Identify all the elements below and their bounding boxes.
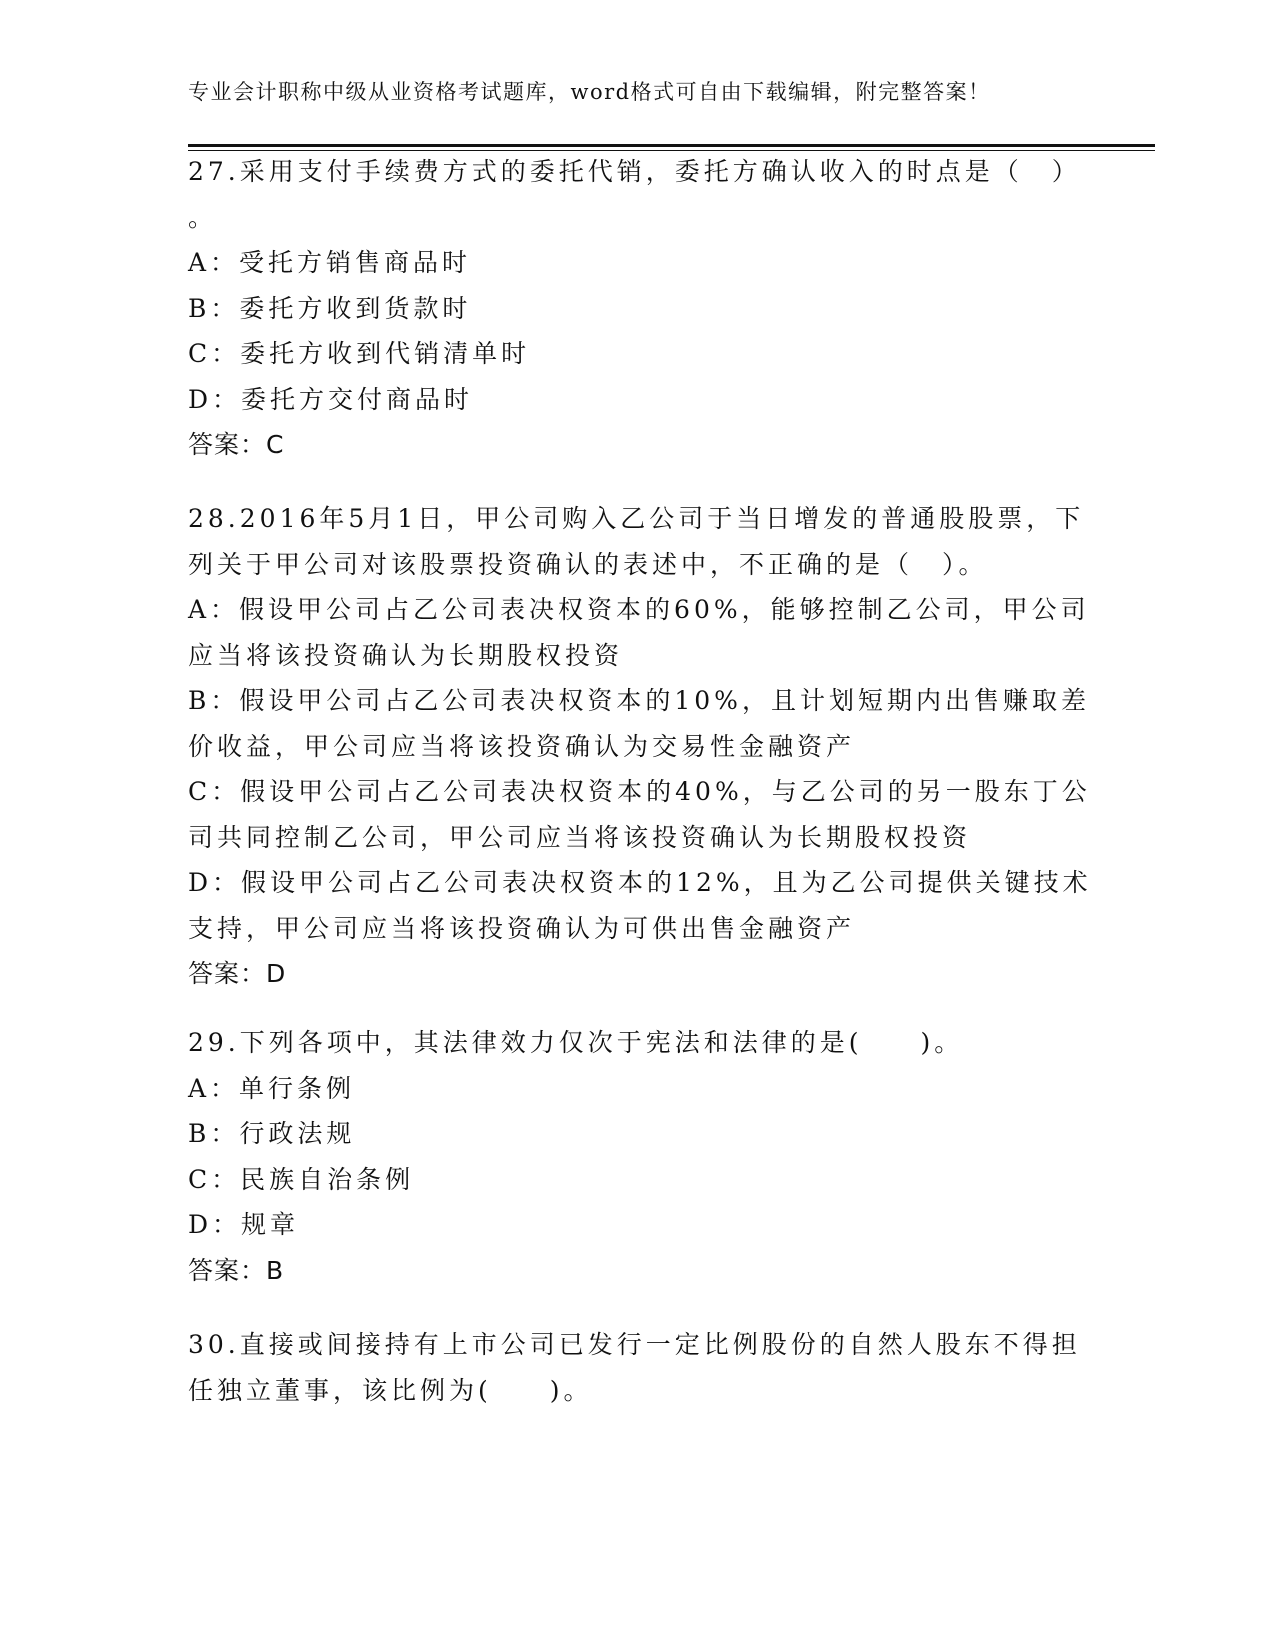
option-a-cont: 应当将该投资确认为长期股权投资 <box>188 640 624 670</box>
option-d: D：规章 <box>188 1210 300 1239</box>
option-a: A：单行条例 <box>188 1073 356 1103</box>
question-stem: 列关于甲公司对该股票投资确认的表述中，不正确的是（ ）。 <box>188 549 988 579</box>
question-27 <box>188 149 1088 468</box>
answer-line: 答案：C <box>188 430 285 459</box>
option-d: D：假设甲公司占乙公司表决权资本的12%，且为乙公司提供关键技术 <box>188 868 1092 897</box>
option-a: A：受托方销售商品时 <box>188 248 472 277</box>
option-b: B：委托方收到货款时 <box>188 293 472 323</box>
question-stem: 任独立董事，该比例为( )。 <box>188 1375 593 1405</box>
question-stem: 27.采用支付手续费方式的委托代销，委托方确认收入的时点是（ ） <box>188 157 1081 186</box>
question-stem: 29.下列各项中，其法律效力仅次于宪法和法律的是( )。 <box>188 1028 964 1057</box>
answer-line: 答案：D <box>188 959 287 988</box>
option-b: B：假设甲公司占乙公司表决权资本的10%，且计划短期内出售赚取差 <box>188 686 1090 715</box>
question-28 <box>188 496 1092 997</box>
option-b-cont: 价收益，甲公司应当将该投资确认为交易性金融资产 <box>188 731 856 761</box>
option-d: D：委托方交付商品时 <box>188 384 474 414</box>
option-d-cont: 支持，甲公司应当将该投资确认为可供出售金融资产 <box>188 913 856 943</box>
page-header: 专业会计职称中级从业资格考试题库，word格式可自由下载编辑，附完整答案！ <box>188 80 991 104</box>
option-c: C：民族自治条例 <box>188 1164 415 1194</box>
question-stem: 30.直接或间接持有上市公司已发行一定比例股份的自然人股东不得担 <box>188 1330 1081 1359</box>
question-stem: 。 <box>188 202 218 232</box>
option-c: C：假设甲公司占乙公司表决权资本的40%，与乙公司的另一股东丁公 <box>188 777 1091 806</box>
option-c-cont: 司共同控制乙公司，甲公司应当将该投资确认为长期股权投资 <box>188 822 972 852</box>
question-29 <box>188 1020 1088 1293</box>
question-30 <box>188 1322 1088 1413</box>
answer-line: 答案：B <box>188 1255 285 1285</box>
option-a: A：假设甲公司占乙公司表决权资本的60%，能够控制乙公司，甲公司 <box>188 595 1090 624</box>
question-stem: 28.2016年5月1日，甲公司购入乙公司于当日增发的普通股股票，下 <box>188 504 1085 533</box>
option-b: B：行政法规 <box>188 1119 356 1148</box>
option-c: C：委托方收到代销清单时 <box>188 339 531 368</box>
header-rule-thick <box>188 144 1155 147</box>
